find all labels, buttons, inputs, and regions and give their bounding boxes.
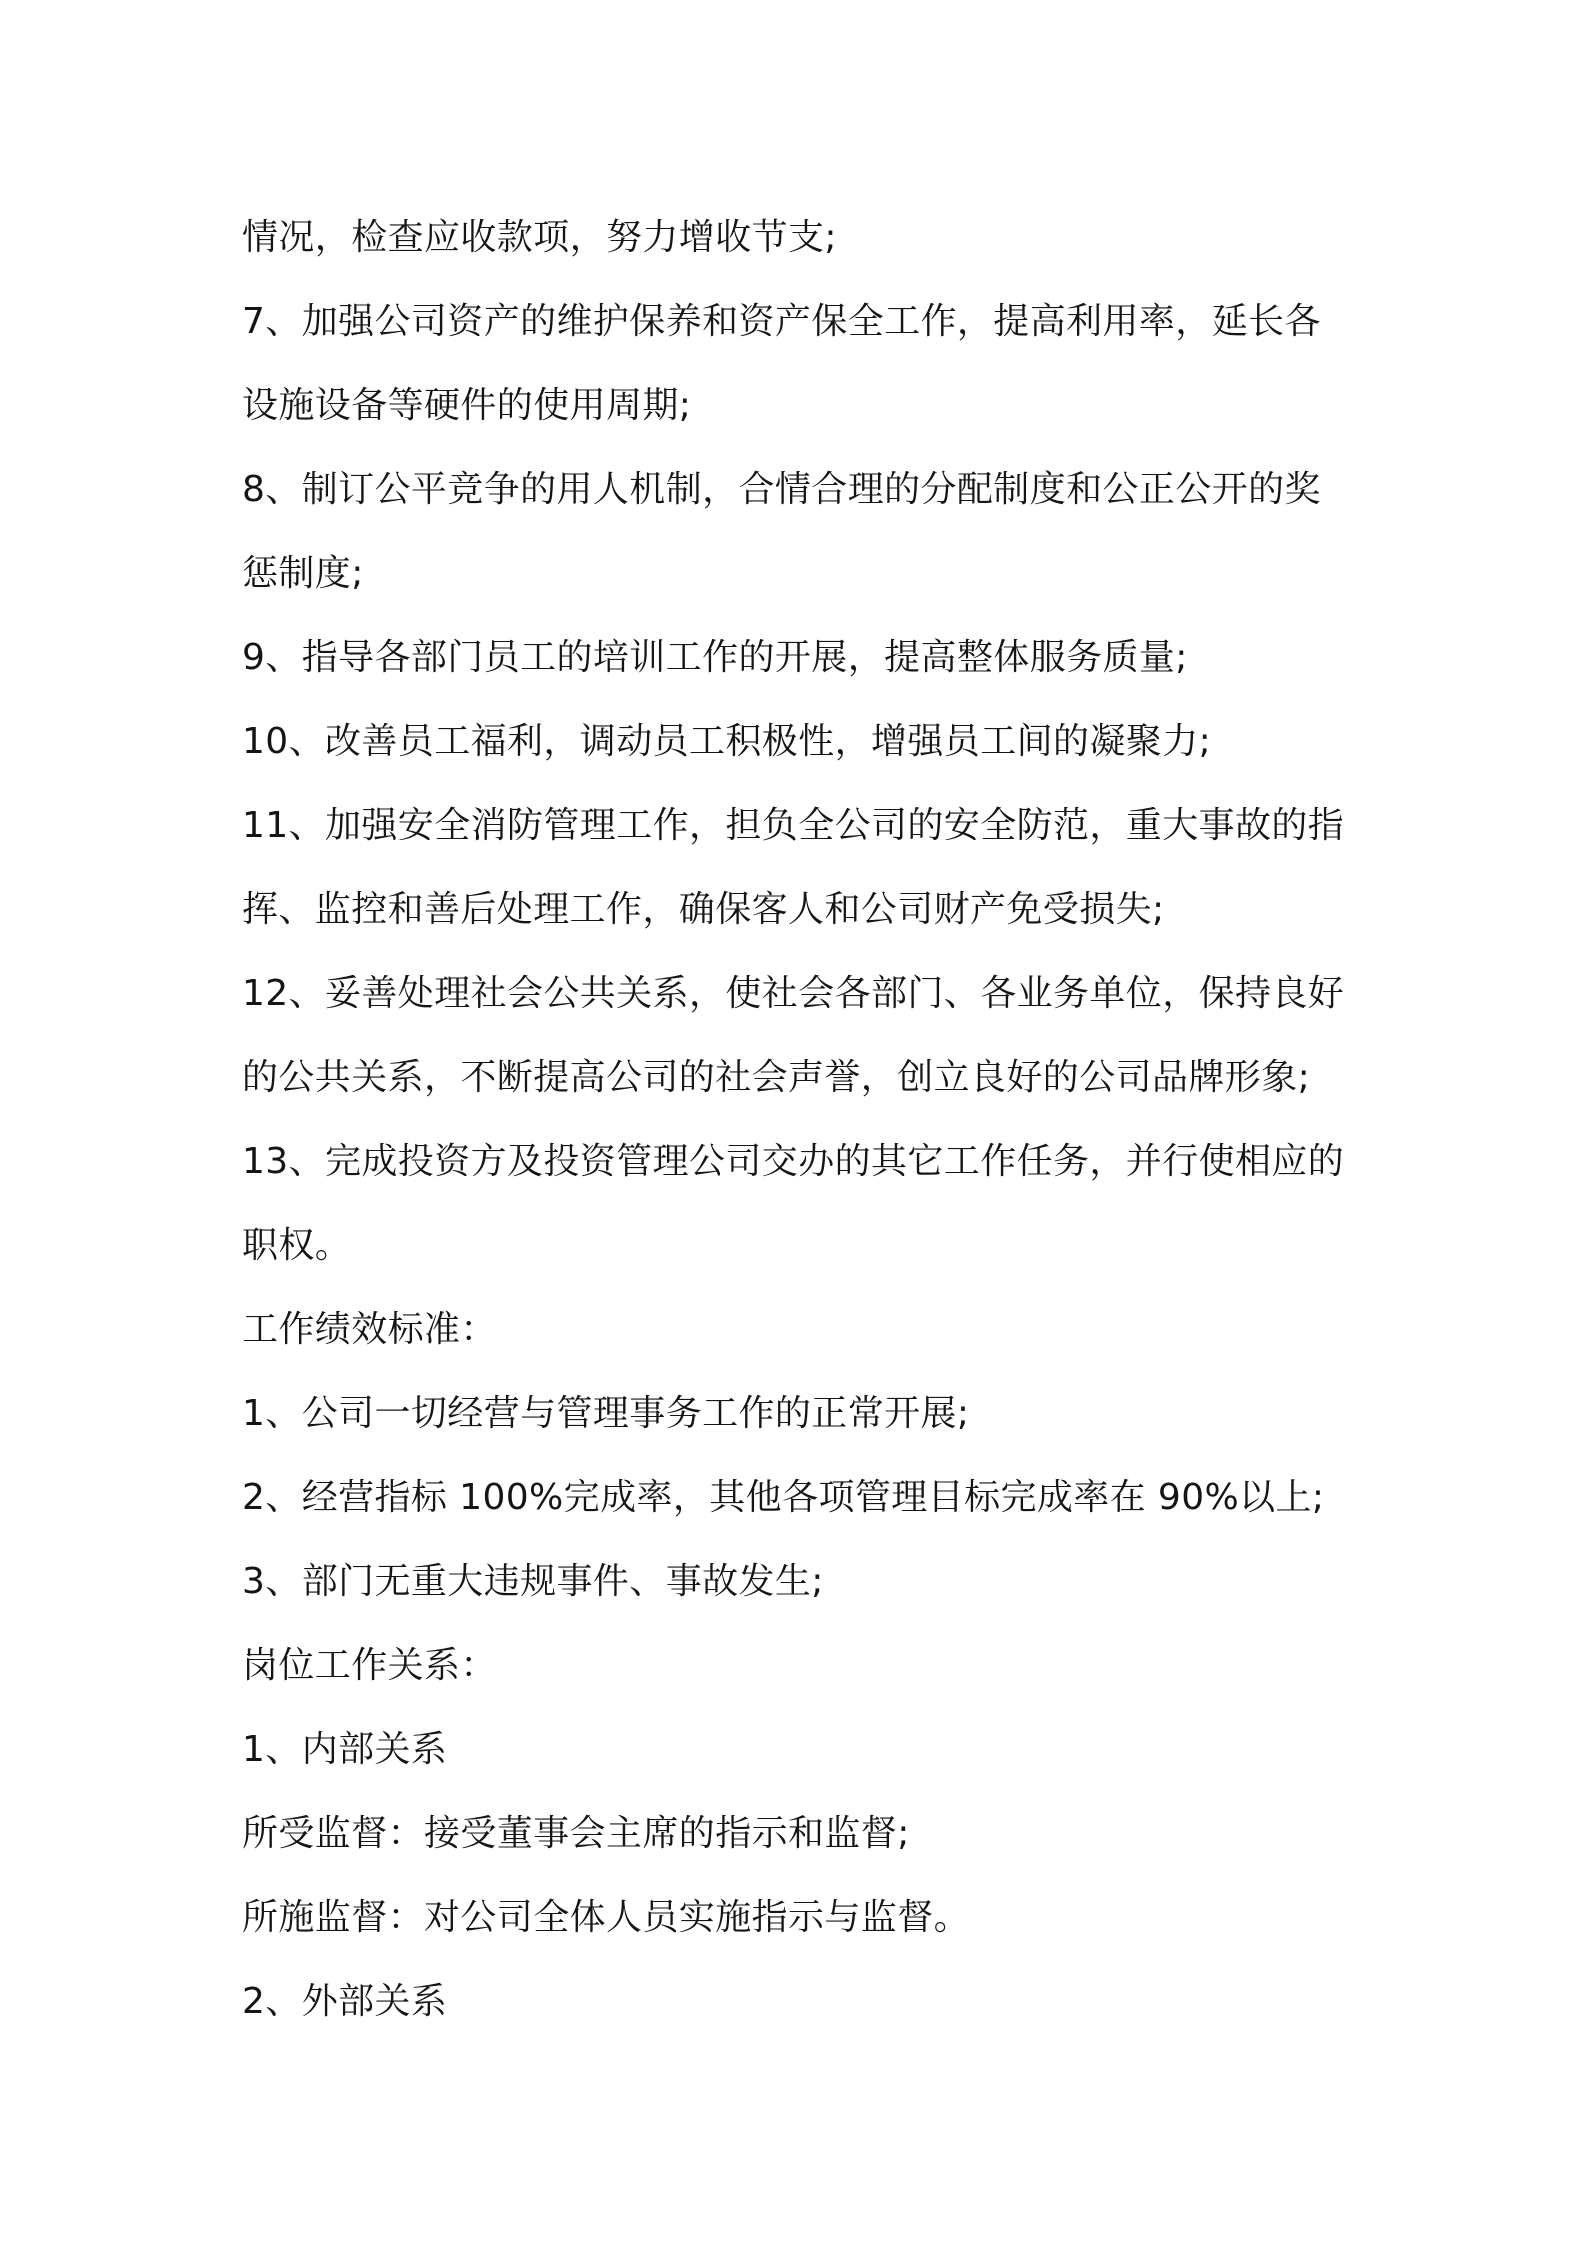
text-line: 1、公司一切经营与管理事务工作的正常开展;	[242, 1393, 970, 1434]
text-line: 10、改善员工福利，调动员工积极性，增强员工间的凝聚力;	[242, 721, 1212, 762]
subsection-heading: 2、外部关系	[242, 1981, 448, 2022]
text-line: 的公共关系，不断提高公司的社会声誉，创立良好的公司品牌形象;	[242, 1057, 1311, 1098]
text-line: 9、指导各部门员工的培训工作的开展，提高整体服务质量;	[242, 637, 1188, 678]
text-line: 挥、监控和善后处理工作，确保客人和公司财产免受损失;	[242, 889, 1165, 930]
document-body	[242, 196, 1362, 2044]
text-line: 11、加强安全消防管理工作，担负全公司的安全防范，重大事故的指	[242, 805, 1345, 846]
text-line: 职权。	[242, 1225, 352, 1266]
text-line: 设施设备等硬件的使用周期;	[242, 385, 692, 426]
text-line: 惩制度;	[242, 553, 364, 594]
text-line: 12、妥善处理社会公共关系，使社会各部门、各业务单位，保持良好	[242, 973, 1345, 1014]
text-line: 所施监督：对公司全体人员实施指示与监督。	[242, 1897, 971, 1938]
subsection-heading: 1、内部关系	[242, 1729, 448, 1770]
text-line: 情况，检查应收款项，努力增收节支;	[242, 217, 837, 258]
text-line: 所受监督：接受董事会主席的指示和监督;	[242, 1813, 910, 1854]
section-heading: 工作绩效标准：	[242, 1309, 497, 1350]
text-line: 13、完成投资方及投资管理公司交办的其它工作任务，并行使相应的	[242, 1141, 1345, 1182]
section-heading: 岗位工作关系：	[242, 1645, 497, 1686]
text-line: 8、制订公平竞争的用人机制，合情合理的分配制度和公正公开的奖	[242, 469, 1321, 510]
text-line: 2、经营指标 100%完成率，其他各项管理目标完成率在 90%以上;	[242, 1477, 1325, 1518]
text-line: 7、加强公司资产的维护保养和资产保全工作，提高利用率，延长各	[242, 301, 1321, 342]
text-line: 3、部门无重大违规事件、事故发生;	[242, 1561, 824, 1602]
